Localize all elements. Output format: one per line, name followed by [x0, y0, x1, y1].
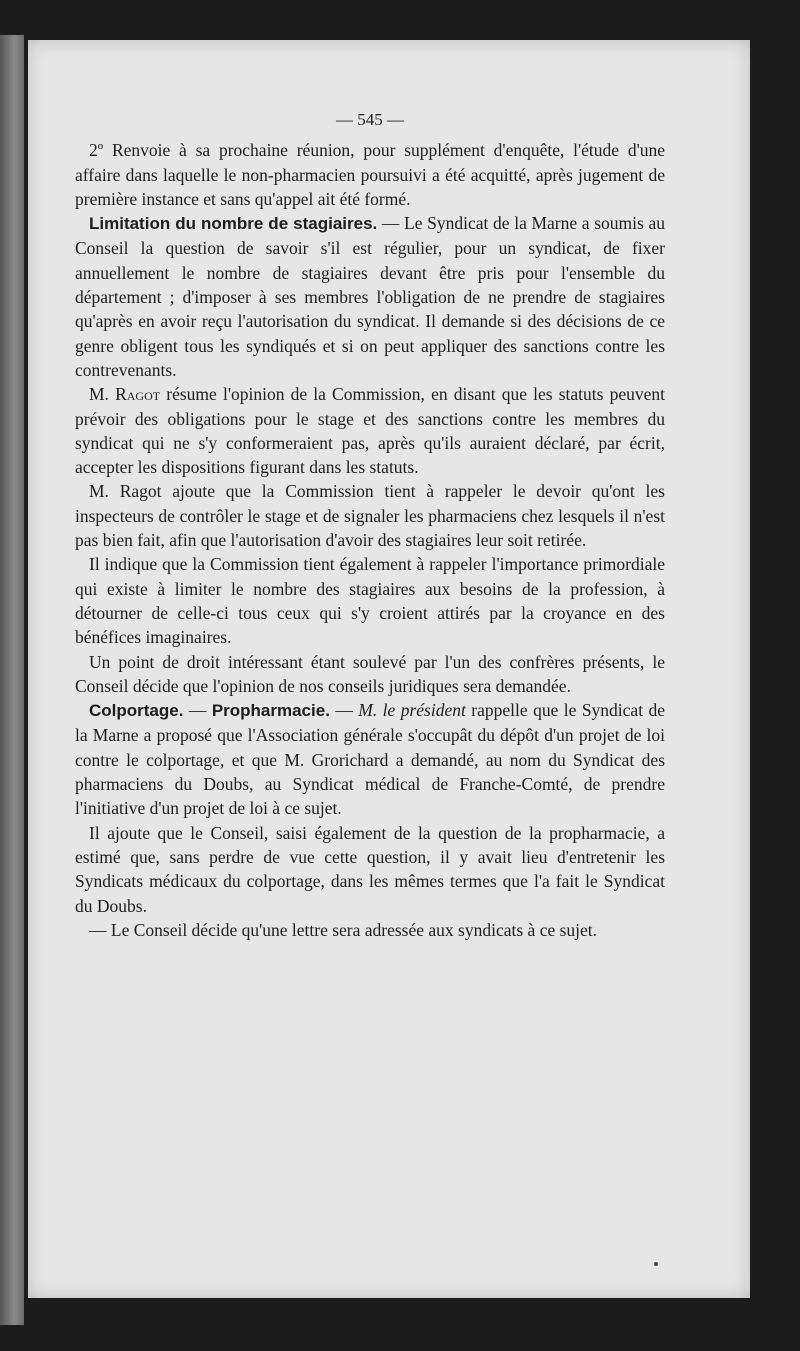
speaker-president: M. le président — [358, 700, 466, 721]
paragraph-ragot-resume — [75, 382, 665, 479]
page-number: — 545 — — [336, 110, 404, 129]
ragot-resume-text: résume l'opinion de la Commission, en disant que les statuts peuvent prévoir des obligations pour le stage et des sanctions contre les membres du syndicat qui ne s'y conformeraient pas, après qu'ils auraient déclaré, par écrit, accepter les dispositions figurant dans les statuts. — [75, 384, 665, 478]
section-title-propharmacie: Propharmacie. — [211, 701, 330, 721]
paragraph-indique: Il indique que la Commission tient également à rappeler l'importance primordiale qui existe à limiter le nombre des stagiaires aux besoins de la profession, à détourner de celle-ci tous ceux qui s'y croient attirés par la croyance en des bénéfices imaginaires. — [75, 554, 665, 648]
paragraph-limitation-text: — Le Syndicat de la Marne a soumis au Conseil la question de savoir s'il est régulier, pour un syndicat, de fixer annuellement le nombre de stagiaires devant être pris pour l'ensemble du département ; d'imposer à ses membres l'obligation de ne prendre de stagiaires qu'après en avoir reçu l'autorisation du syndicat. Il demande si des décisions de ce genre obligent tous les syndiqués et si on peut appliquer des sanctions contre les contrevenants. — [75, 213, 665, 380]
paragraph-colportage-text: rappelle que le Syndicat de la Marne a proposé que l'Association générale s'occupât du dépôt d'un projet de loi contre le colportage, et que M. Grorichard a demandé, au nom du Syndicat des pharmaciens du Doubs, au Syndicat médical de Franche-Comté, de prendre l'initiative d'un projet de loi à ce sujet. — [75, 700, 666, 819]
paragraph-renvoi: 2º Renvoie à sa prochaine réunion, pour supplément d'enquête, l'étude d'une affaire dans laquelle le non-pharmacien poursuivi a été acquitté, après jugement de première instance et sans qu'appel ait été formé. — [75, 140, 665, 209]
title-separator-2: — — [329, 700, 359, 721]
paragraph-ragot-ajoute: M. Ragot ajoute que la Commission tient à rappeler le devoir qu'ont les inspecteurs de contrôler le stage et de signaler les pharmaciens chez lesquels il n'est pas bien fait, afin que l'autorisation d'avoir des stagiaires leur soit retirée. — [75, 481, 665, 551]
section-title-colportage: Colportage. — [89, 701, 184, 721]
paragraph-colportage — [75, 698, 665, 820]
paragraph-limitation — [75, 211, 665, 382]
paragraph-point-de-droit: Un point de droit intéressant étant soulevé par l'un des confrères présents, le Conseil décide que l'opinion de nos conseils juridiques sera demandée. — [75, 651, 665, 696]
ragot-name: Ragot — [115, 384, 161, 405]
ragot-prefix: M. — [89, 384, 116, 405]
ink-speck — [654, 1262, 658, 1266]
section-title-limitation: Limitation du nombre de stagiaires. — [89, 214, 378, 234]
title-separator: — — [183, 700, 212, 721]
page-content — [75, 108, 665, 942]
paragraph-ajoute-conseil: Il ajoute que le Conseil, saisi également de la question de la propharmacie, a estimé que, sans perdre de vue cette question, il y avait lieu d'entretenir les Syndicats médicaux du colportage, dans les mêmes termes que l'a fait le Syndicat du Doubs. — [75, 822, 665, 916]
paragraph-decision-lettre: — Le Conseil décide qu'une lettre sera adressée aux syndicats à ce sujet. — [89, 919, 598, 940]
adjacent-page-edge — [0, 35, 24, 1325]
book-page — [28, 40, 750, 1298]
